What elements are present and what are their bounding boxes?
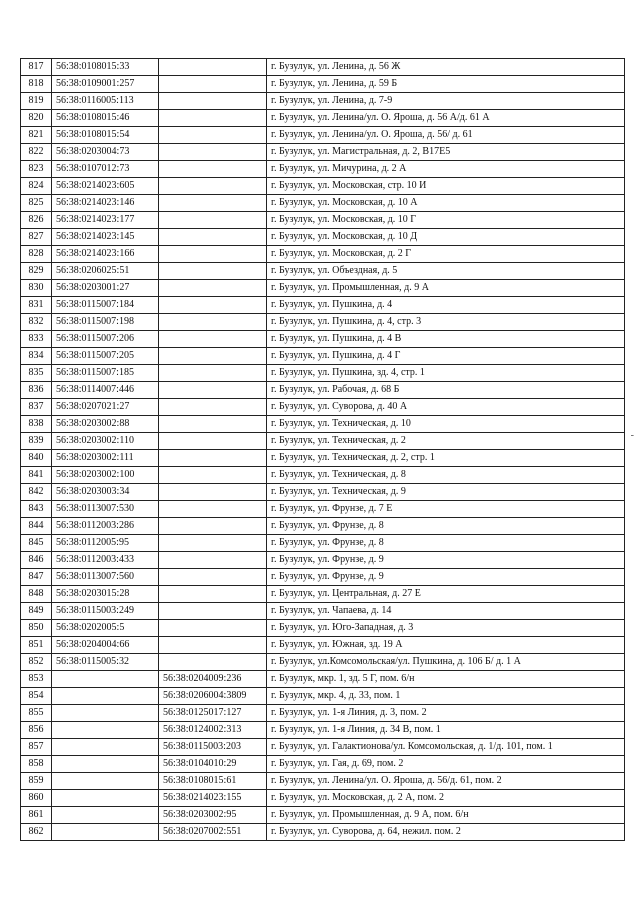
row-number-cell: 853 bbox=[21, 671, 52, 688]
premises-cadastral-number-cell bbox=[159, 331, 267, 348]
table-row bbox=[21, 161, 625, 178]
row-number-cell: 858 bbox=[21, 756, 52, 773]
address-cell: г. Бузулук, ул. Техническая, д. 2 bbox=[267, 433, 625, 450]
premises-cadastral-number-cell bbox=[159, 229, 267, 246]
land-cadastral-number-cell: 56:38:0214023:177 bbox=[52, 212, 159, 229]
premises-cadastral-number-cell bbox=[159, 178, 267, 195]
address-cell: г. Бузулук, ул. Ленина/ул. О. Яроша, д. 56/д. 61, пом. 2 bbox=[267, 773, 625, 790]
address-cell: г. Бузулук, ул. Гая, д. 69, пом. 2 bbox=[267, 756, 625, 773]
address-cell: г. Бузулук, ул. Ленина/ул. О. Яроша, д. 56/ д. 61 bbox=[267, 127, 625, 144]
row-number-cell: 855 bbox=[21, 705, 52, 722]
address-cell: г. Бузулук, мкр. 1, зд. 5 Г, пом. 6/н bbox=[267, 671, 625, 688]
land-cadastral-number-cell: 56:38:0206025:51 bbox=[52, 263, 159, 280]
row-number-cell: 817 bbox=[21, 59, 52, 76]
land-cadastral-number-cell bbox=[52, 824, 159, 841]
table-row bbox=[21, 76, 625, 93]
land-cadastral-number-cell: 56:38:0112005:95 bbox=[52, 535, 159, 552]
land-cadastral-number-cell: 56:38:0115007:198 bbox=[52, 314, 159, 331]
registry-table bbox=[20, 58, 625, 841]
land-cadastral-number-cell: 56:38:0115003:249 bbox=[52, 603, 159, 620]
table-row bbox=[21, 807, 625, 824]
land-cadastral-number-cell: 56:38:0115007:185 bbox=[52, 365, 159, 382]
premises-cadastral-number-cell bbox=[159, 144, 267, 161]
row-number-cell: 862 bbox=[21, 824, 52, 841]
table-row bbox=[21, 348, 625, 365]
premises-cadastral-number-cell: 56:38:0204009:236 bbox=[159, 671, 267, 688]
premises-cadastral-number-cell: 56:38:0108015:61 bbox=[159, 773, 267, 790]
premises-cadastral-number-cell bbox=[159, 569, 267, 586]
row-number-cell: 850 bbox=[21, 620, 52, 637]
table-row bbox=[21, 654, 625, 671]
row-number-cell: 821 bbox=[21, 127, 52, 144]
address-cell: г. Бузулук, ул. Пушкина, зд. 4, стр. 1 bbox=[267, 365, 625, 382]
table-row bbox=[21, 467, 625, 484]
premises-cadastral-number-cell bbox=[159, 467, 267, 484]
land-cadastral-number-cell: 56:38:0108015:33 bbox=[52, 59, 159, 76]
premises-cadastral-number-cell bbox=[159, 501, 267, 518]
table-row bbox=[21, 365, 625, 382]
address-cell: г. Бузулук, ул. Ленина, д. 56 Ж bbox=[267, 59, 625, 76]
table-row bbox=[21, 756, 625, 773]
land-cadastral-number-cell: 56:38:0116005:113 bbox=[52, 93, 159, 110]
table-row bbox=[21, 535, 625, 552]
address-cell: г. Бузулук, мкр. 4, д. 33, пом. 1 bbox=[267, 688, 625, 705]
row-number-cell: 831 bbox=[21, 297, 52, 314]
land-cadastral-number-cell bbox=[52, 739, 159, 756]
premises-cadastral-number-cell: 56:38:0214023:155 bbox=[159, 790, 267, 807]
table-row bbox=[21, 688, 625, 705]
address-cell: г. Бузулук, ул. Московская, д. 10 Д bbox=[267, 229, 625, 246]
address-cell: г. Бузулук, ул. Ленина, д. 59 Б bbox=[267, 76, 625, 93]
row-number-cell: 860 bbox=[21, 790, 52, 807]
registry-table-body bbox=[21, 59, 625, 841]
land-cadastral-number-cell: 56:38:0108015:46 bbox=[52, 110, 159, 127]
table-row bbox=[21, 246, 625, 263]
row-number-cell: 861 bbox=[21, 807, 52, 824]
address-cell: г. Бузулук, ул. Юго-Западная, д. 3 bbox=[267, 620, 625, 637]
row-number-cell: 844 bbox=[21, 518, 52, 535]
row-number-cell: 852 bbox=[21, 654, 52, 671]
table-row bbox=[21, 280, 625, 297]
premises-cadastral-number-cell: 56:38:0206004:3809 bbox=[159, 688, 267, 705]
address-cell: г. Бузулук, ул. Чапаева, д. 14 bbox=[267, 603, 625, 620]
table-row bbox=[21, 739, 625, 756]
table-row bbox=[21, 722, 625, 739]
land-cadastral-number-cell bbox=[52, 705, 159, 722]
row-number-cell: 848 bbox=[21, 586, 52, 603]
row-number-cell: 838 bbox=[21, 416, 52, 433]
table-row bbox=[21, 297, 625, 314]
row-number-cell: 847 bbox=[21, 569, 52, 586]
row-number-cell: 819 bbox=[21, 93, 52, 110]
premises-cadastral-number-cell: 56:38:0104010:29 bbox=[159, 756, 267, 773]
table-row bbox=[21, 331, 625, 348]
table-row bbox=[21, 314, 625, 331]
land-cadastral-number-cell: 56:38:0108015:54 bbox=[52, 127, 159, 144]
land-cadastral-number-cell: 56:38:0214023:605 bbox=[52, 178, 159, 195]
premises-cadastral-number-cell: 56:38:0125017:127 bbox=[159, 705, 267, 722]
page-edge-mark: - bbox=[630, 430, 634, 441]
row-number-cell: 833 bbox=[21, 331, 52, 348]
row-number-cell: 840 bbox=[21, 450, 52, 467]
row-number-cell: 841 bbox=[21, 467, 52, 484]
address-cell: г. Бузулук, ул. Фрунзе, д. 7 Е bbox=[267, 501, 625, 518]
premises-cadastral-number-cell bbox=[159, 433, 267, 450]
row-number-cell: 854 bbox=[21, 688, 52, 705]
premises-cadastral-number-cell: 56:38:0203002:95 bbox=[159, 807, 267, 824]
table-row bbox=[21, 433, 625, 450]
table-row bbox=[21, 603, 625, 620]
row-number-cell: 829 bbox=[21, 263, 52, 280]
land-cadastral-number-cell bbox=[52, 773, 159, 790]
table-row bbox=[21, 450, 625, 467]
land-cadastral-number-cell: 56:38:0204004:66 bbox=[52, 637, 159, 654]
table-row bbox=[21, 93, 625, 110]
address-cell: г. Бузулук, ул. Фрунзе, д. 8 bbox=[267, 518, 625, 535]
address-cell: г. Бузулук, ул. Техническая, д. 2, стр. 1 bbox=[267, 450, 625, 467]
row-number-cell: 845 bbox=[21, 535, 52, 552]
row-number-cell: 857 bbox=[21, 739, 52, 756]
premises-cadastral-number-cell bbox=[159, 365, 267, 382]
premises-cadastral-number-cell bbox=[159, 110, 267, 127]
premises-cadastral-number-cell bbox=[159, 637, 267, 654]
address-cell: г. Бузулук, ул. Пушкина, д. 4, стр. 3 bbox=[267, 314, 625, 331]
address-cell: г. Бузулук, ул. Московская, д. 10 А bbox=[267, 195, 625, 212]
row-number-cell: 856 bbox=[21, 722, 52, 739]
address-cell: г. Бузулук, ул. Рабочая, д. 68 Б bbox=[267, 382, 625, 399]
table-row bbox=[21, 212, 625, 229]
land-cadastral-number-cell: 56:38:0115007:206 bbox=[52, 331, 159, 348]
land-cadastral-number-cell bbox=[52, 756, 159, 773]
table-row bbox=[21, 620, 625, 637]
row-number-cell: 835 bbox=[21, 365, 52, 382]
address-cell: г. Бузулук, ул. Суворова, д. 40 А bbox=[267, 399, 625, 416]
premises-cadastral-number-cell bbox=[159, 552, 267, 569]
row-number-cell: 822 bbox=[21, 144, 52, 161]
premises-cadastral-number-cell bbox=[159, 654, 267, 671]
address-cell: г. Бузулук, ул. Галактионова/ул. Комсомольская, д. 1/д. 101, пом. 1 bbox=[267, 739, 625, 756]
table-row bbox=[21, 586, 625, 603]
table-row bbox=[21, 416, 625, 433]
address-cell: г. Бузулук, ул. Промышленная, д. 9 А, пом. 6/н bbox=[267, 807, 625, 824]
land-cadastral-number-cell: 56:38:0203003:34 bbox=[52, 484, 159, 501]
row-number-cell: 837 bbox=[21, 399, 52, 416]
address-cell: г. Бузулук, ул. Фрунзе, д. 8 bbox=[267, 535, 625, 552]
address-cell: г. Бузулук, ул. Техническая, д. 10 bbox=[267, 416, 625, 433]
row-number-cell: 828 bbox=[21, 246, 52, 263]
row-number-cell: 839 bbox=[21, 433, 52, 450]
table-row bbox=[21, 518, 625, 535]
land-cadastral-number-cell: 56:38:0112003:286 bbox=[52, 518, 159, 535]
table-row bbox=[21, 178, 625, 195]
table-row bbox=[21, 637, 625, 654]
land-cadastral-number-cell: 56:38:0214023:146 bbox=[52, 195, 159, 212]
table-row bbox=[21, 399, 625, 416]
address-cell: г. Бузулук, ул. Центральная, д. 27 Е bbox=[267, 586, 625, 603]
row-number-cell: 851 bbox=[21, 637, 52, 654]
address-cell: г. Бузулук, ул. Промышленная, д. 9 А bbox=[267, 280, 625, 297]
row-number-cell: 826 bbox=[21, 212, 52, 229]
premises-cadastral-number-cell: 56:38:0207002:551 bbox=[159, 824, 267, 841]
row-number-cell: 843 bbox=[21, 501, 52, 518]
land-cadastral-number-cell: 56:38:0214023:145 bbox=[52, 229, 159, 246]
row-number-cell: 846 bbox=[21, 552, 52, 569]
row-number-cell: 832 bbox=[21, 314, 52, 331]
premises-cadastral-number-cell bbox=[159, 212, 267, 229]
address-cell: г. Бузулук, ул. Московская, д. 2 А, пом. 2 bbox=[267, 790, 625, 807]
land-cadastral-number-cell: 56:38:0214023:166 bbox=[52, 246, 159, 263]
table-row bbox=[21, 824, 625, 841]
premises-cadastral-number-cell bbox=[159, 416, 267, 433]
row-number-cell: 827 bbox=[21, 229, 52, 246]
row-number-cell: 825 bbox=[21, 195, 52, 212]
premises-cadastral-number-cell bbox=[159, 59, 267, 76]
address-cell: г. Бузулук, ул. Магистральная, д. 2, В17Е5 bbox=[267, 144, 625, 161]
land-cadastral-number-cell: 56:38:0109001:257 bbox=[52, 76, 159, 93]
land-cadastral-number-cell: 56:38:0202005:5 bbox=[52, 620, 159, 637]
table-row bbox=[21, 790, 625, 807]
land-cadastral-number-cell: 56:38:0113007:560 bbox=[52, 569, 159, 586]
table-row bbox=[21, 552, 625, 569]
row-number-cell: 830 bbox=[21, 280, 52, 297]
table-row bbox=[21, 263, 625, 280]
premises-cadastral-number-cell bbox=[159, 382, 267, 399]
land-cadastral-number-cell: 56:38:0207021:27 bbox=[52, 399, 159, 416]
table-row bbox=[21, 671, 625, 688]
table-row bbox=[21, 144, 625, 161]
table-row bbox=[21, 484, 625, 501]
land-cadastral-number-cell: 56:38:0112003:433 bbox=[52, 552, 159, 569]
address-cell: г. Бузулук, ул. Техническая, д. 8 bbox=[267, 467, 625, 484]
premises-cadastral-number-cell bbox=[159, 263, 267, 280]
row-number-cell: 818 bbox=[21, 76, 52, 93]
address-cell: г. Бузулук, ул. Московская, д. 2 Г bbox=[267, 246, 625, 263]
premises-cadastral-number-cell bbox=[159, 603, 267, 620]
address-cell: г. Бузулук, ул. Мичурина, д. 2 А bbox=[267, 161, 625, 178]
row-number-cell: 836 bbox=[21, 382, 52, 399]
address-cell: г. Бузулук, ул. Московская, стр. 10 И bbox=[267, 178, 625, 195]
premises-cadastral-number-cell bbox=[159, 314, 267, 331]
land-cadastral-number-cell bbox=[52, 807, 159, 824]
land-cadastral-number-cell: 56:38:0203001:27 bbox=[52, 280, 159, 297]
address-cell: г. Бузулук, ул. 1-я Линия, д. 3, пом. 2 bbox=[267, 705, 625, 722]
address-cell: г. Бузулук, ул. Московская, д. 10 Г bbox=[267, 212, 625, 229]
land-cadastral-number-cell: 56:38:0203002:111 bbox=[52, 450, 159, 467]
address-cell: г. Бузулук, ул. Ленина/ул. О. Яроша, д. 56 А/д. 61 А bbox=[267, 110, 625, 127]
premises-cadastral-number-cell bbox=[159, 518, 267, 535]
premises-cadastral-number-cell bbox=[159, 348, 267, 365]
table-row bbox=[21, 382, 625, 399]
premises-cadastral-number-cell bbox=[159, 535, 267, 552]
premises-cadastral-number-cell bbox=[159, 586, 267, 603]
row-number-cell: 849 bbox=[21, 603, 52, 620]
table-row bbox=[21, 773, 625, 790]
premises-cadastral-number-cell bbox=[159, 280, 267, 297]
land-cadastral-number-cell: 56:38:0203002:100 bbox=[52, 467, 159, 484]
land-cadastral-number-cell bbox=[52, 722, 159, 739]
address-cell: г. Бузулук, ул. Техническая, д. 9 bbox=[267, 484, 625, 501]
row-number-cell: 824 bbox=[21, 178, 52, 195]
table-row bbox=[21, 501, 625, 518]
land-cadastral-number-cell: 56:38:0115005:32 bbox=[52, 654, 159, 671]
premises-cadastral-number-cell: 56:38:0124002:313 bbox=[159, 722, 267, 739]
table-row bbox=[21, 59, 625, 76]
premises-cadastral-number-cell bbox=[159, 484, 267, 501]
table-row bbox=[21, 195, 625, 212]
land-cadastral-number-cell: 56:38:0203002:110 bbox=[52, 433, 159, 450]
premises-cadastral-number-cell bbox=[159, 297, 267, 314]
premises-cadastral-number-cell bbox=[159, 76, 267, 93]
land-cadastral-number-cell: 56:38:0114007:446 bbox=[52, 382, 159, 399]
premises-cadastral-number-cell bbox=[159, 246, 267, 263]
premises-cadastral-number-cell bbox=[159, 161, 267, 178]
land-cadastral-number-cell: 56:38:0115007:205 bbox=[52, 348, 159, 365]
premises-cadastral-number-cell bbox=[159, 620, 267, 637]
row-number-cell: 834 bbox=[21, 348, 52, 365]
row-number-cell: 820 bbox=[21, 110, 52, 127]
address-cell: г. Бузулук, ул. Объездная, д. 5 bbox=[267, 263, 625, 280]
land-cadastral-number-cell bbox=[52, 790, 159, 807]
premises-cadastral-number-cell bbox=[159, 127, 267, 144]
row-number-cell: 842 bbox=[21, 484, 52, 501]
table-row bbox=[21, 705, 625, 722]
land-cadastral-number-cell: 56:38:0203004:73 bbox=[52, 144, 159, 161]
row-number-cell: 823 bbox=[21, 161, 52, 178]
address-cell: г. Бузулук, ул. Пушкина, д. 4 Г bbox=[267, 348, 625, 365]
land-cadastral-number-cell: 56:38:0203002:88 bbox=[52, 416, 159, 433]
land-cadastral-number-cell: 56:38:0113007:530 bbox=[52, 501, 159, 518]
table-row bbox=[21, 110, 625, 127]
table-row bbox=[21, 127, 625, 144]
table-row bbox=[21, 569, 625, 586]
table-row bbox=[21, 229, 625, 246]
row-number-cell: 859 bbox=[21, 773, 52, 790]
land-cadastral-number-cell: 56:38:0107012:73 bbox=[52, 161, 159, 178]
address-cell: г. Бузулук, ул. 1-я Линия, д. 34 В, пом. 1 bbox=[267, 722, 625, 739]
land-cadastral-number-cell: 56:38:0115007:184 bbox=[52, 297, 159, 314]
land-cadastral-number-cell bbox=[52, 688, 159, 705]
address-cell: г. Бузулук, ул. Пушкина, д. 4 В bbox=[267, 331, 625, 348]
premises-cadastral-number-cell bbox=[159, 93, 267, 110]
address-cell: г. Бузулук, ул. Ленина, д. 7-9 bbox=[267, 93, 625, 110]
premises-cadastral-number-cell bbox=[159, 450, 267, 467]
address-cell: г. Бузулук, ул. Фрунзе, д. 9 bbox=[267, 552, 625, 569]
address-cell: г. Бузулук, ул. Южная, зд. 19 А bbox=[267, 637, 625, 654]
address-cell: г. Бузулук, ул. Фрунзе, д. 9 bbox=[267, 569, 625, 586]
address-cell: г. Бузулук, ул. Суворова, д. 64, нежил. пом. 2 bbox=[267, 824, 625, 841]
address-cell: г. Бузулук, ул. Пушкина, д. 4 bbox=[267, 297, 625, 314]
premises-cadastral-number-cell bbox=[159, 195, 267, 212]
land-cadastral-number-cell: 56:38:0203015:28 bbox=[52, 586, 159, 603]
premises-cadastral-number-cell: 56:38:0115003:203 bbox=[159, 739, 267, 756]
premises-cadastral-number-cell bbox=[159, 399, 267, 416]
land-cadastral-number-cell bbox=[52, 671, 159, 688]
address-cell: г. Бузулук, ул.Комсомольская/ул. Пушкина, д. 106 Б/ д. 1 А bbox=[267, 654, 625, 671]
